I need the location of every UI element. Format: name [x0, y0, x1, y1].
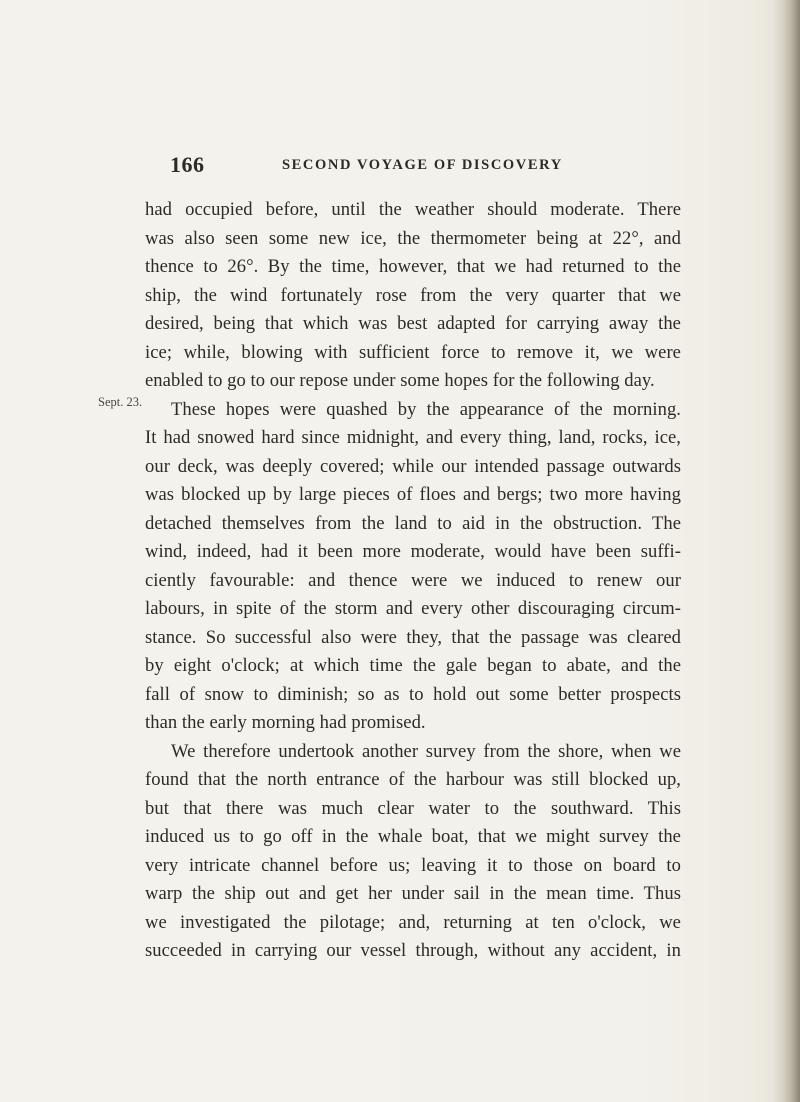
text-line: detached themselves from the land to aid in the obstruction. The	[145, 512, 681, 534]
text-line: we investigated the pilotage; and, returning at ten o'clock, we	[145, 911, 681, 933]
text-line: enabled to go to our repose under some hopes for the following day.	[145, 370, 655, 391]
text-line: but that there was much clear water to the southward. This	[145, 797, 681, 819]
text-line: desired, being that which was best adapted for carrying away the	[145, 313, 681, 334]
text-line: had occupied before, until the weather should moderate. There	[145, 199, 681, 220]
text-line: These hopes were quashed by the appearance of the morning.	[171, 398, 681, 420]
text-line: ice; while, blowing with sufficient force to remove it, we were	[145, 341, 681, 363]
margin-date-note: Sept. 23.	[98, 395, 143, 409]
text-line: was also seen some new ice, the thermometer being at 22°, and	[145, 227, 681, 249]
text-line: We therefore undertook another survey from the shore, when we	[171, 740, 681, 762]
text-line: induced us to go off in the whale boat, that we might survey the	[145, 826, 681, 847]
body-text	[145, 196, 681, 966]
text-line: our deck, was deeply covered; while our intended passage outwards	[145, 455, 681, 477]
text-line: fall of snow to diminish; so as to hold out some better prospects	[145, 683, 681, 705]
text-line: very intricate channel before us; leaving it to those on board to	[145, 854, 681, 876]
text-line: found that the north entrance of the harbour was still blocked up,	[145, 769, 681, 790]
page-number: 166	[170, 152, 205, 177]
text-line: was blocked up by large pieces of floes and bergs; two more having	[145, 484, 681, 505]
text-line: It had snowed hard since midnight, and every thing, land, rocks, ice,	[145, 427, 681, 448]
page-edge	[782, 0, 800, 1102]
text-line: labours, in spite of the storm and every other discouraging circum-	[145, 598, 681, 619]
text-line: ciently favourable: and thence were we induced to renew our	[145, 569, 681, 591]
text-line: stance. So successful also were they, that the passage was cleared	[145, 626, 681, 648]
text-line: by eight o'clock; at which time the gale began to abate, and the	[145, 655, 681, 676]
text-line: wind, indeed, had it been more moderate, would have been suffi-	[145, 541, 681, 562]
running-head: SECOND VOYAGE OF DISCOVERY	[282, 157, 563, 173]
text-line: than the early morning had promised.	[145, 712, 426, 733]
page-header	[170, 152, 682, 182]
text-line: thence to 26°. By the time, however, that we had returned to the	[145, 256, 681, 277]
page-edge-shadow	[772, 0, 782, 1102]
text-line: succeeded in carrying our vessel through, without any accident, in	[145, 940, 681, 961]
text-line: warp the ship out and get her under sail in the mean time. Thus	[145, 883, 681, 904]
text-line: ship, the wind fortunately rose from the very quarter that we	[145, 284, 681, 306]
